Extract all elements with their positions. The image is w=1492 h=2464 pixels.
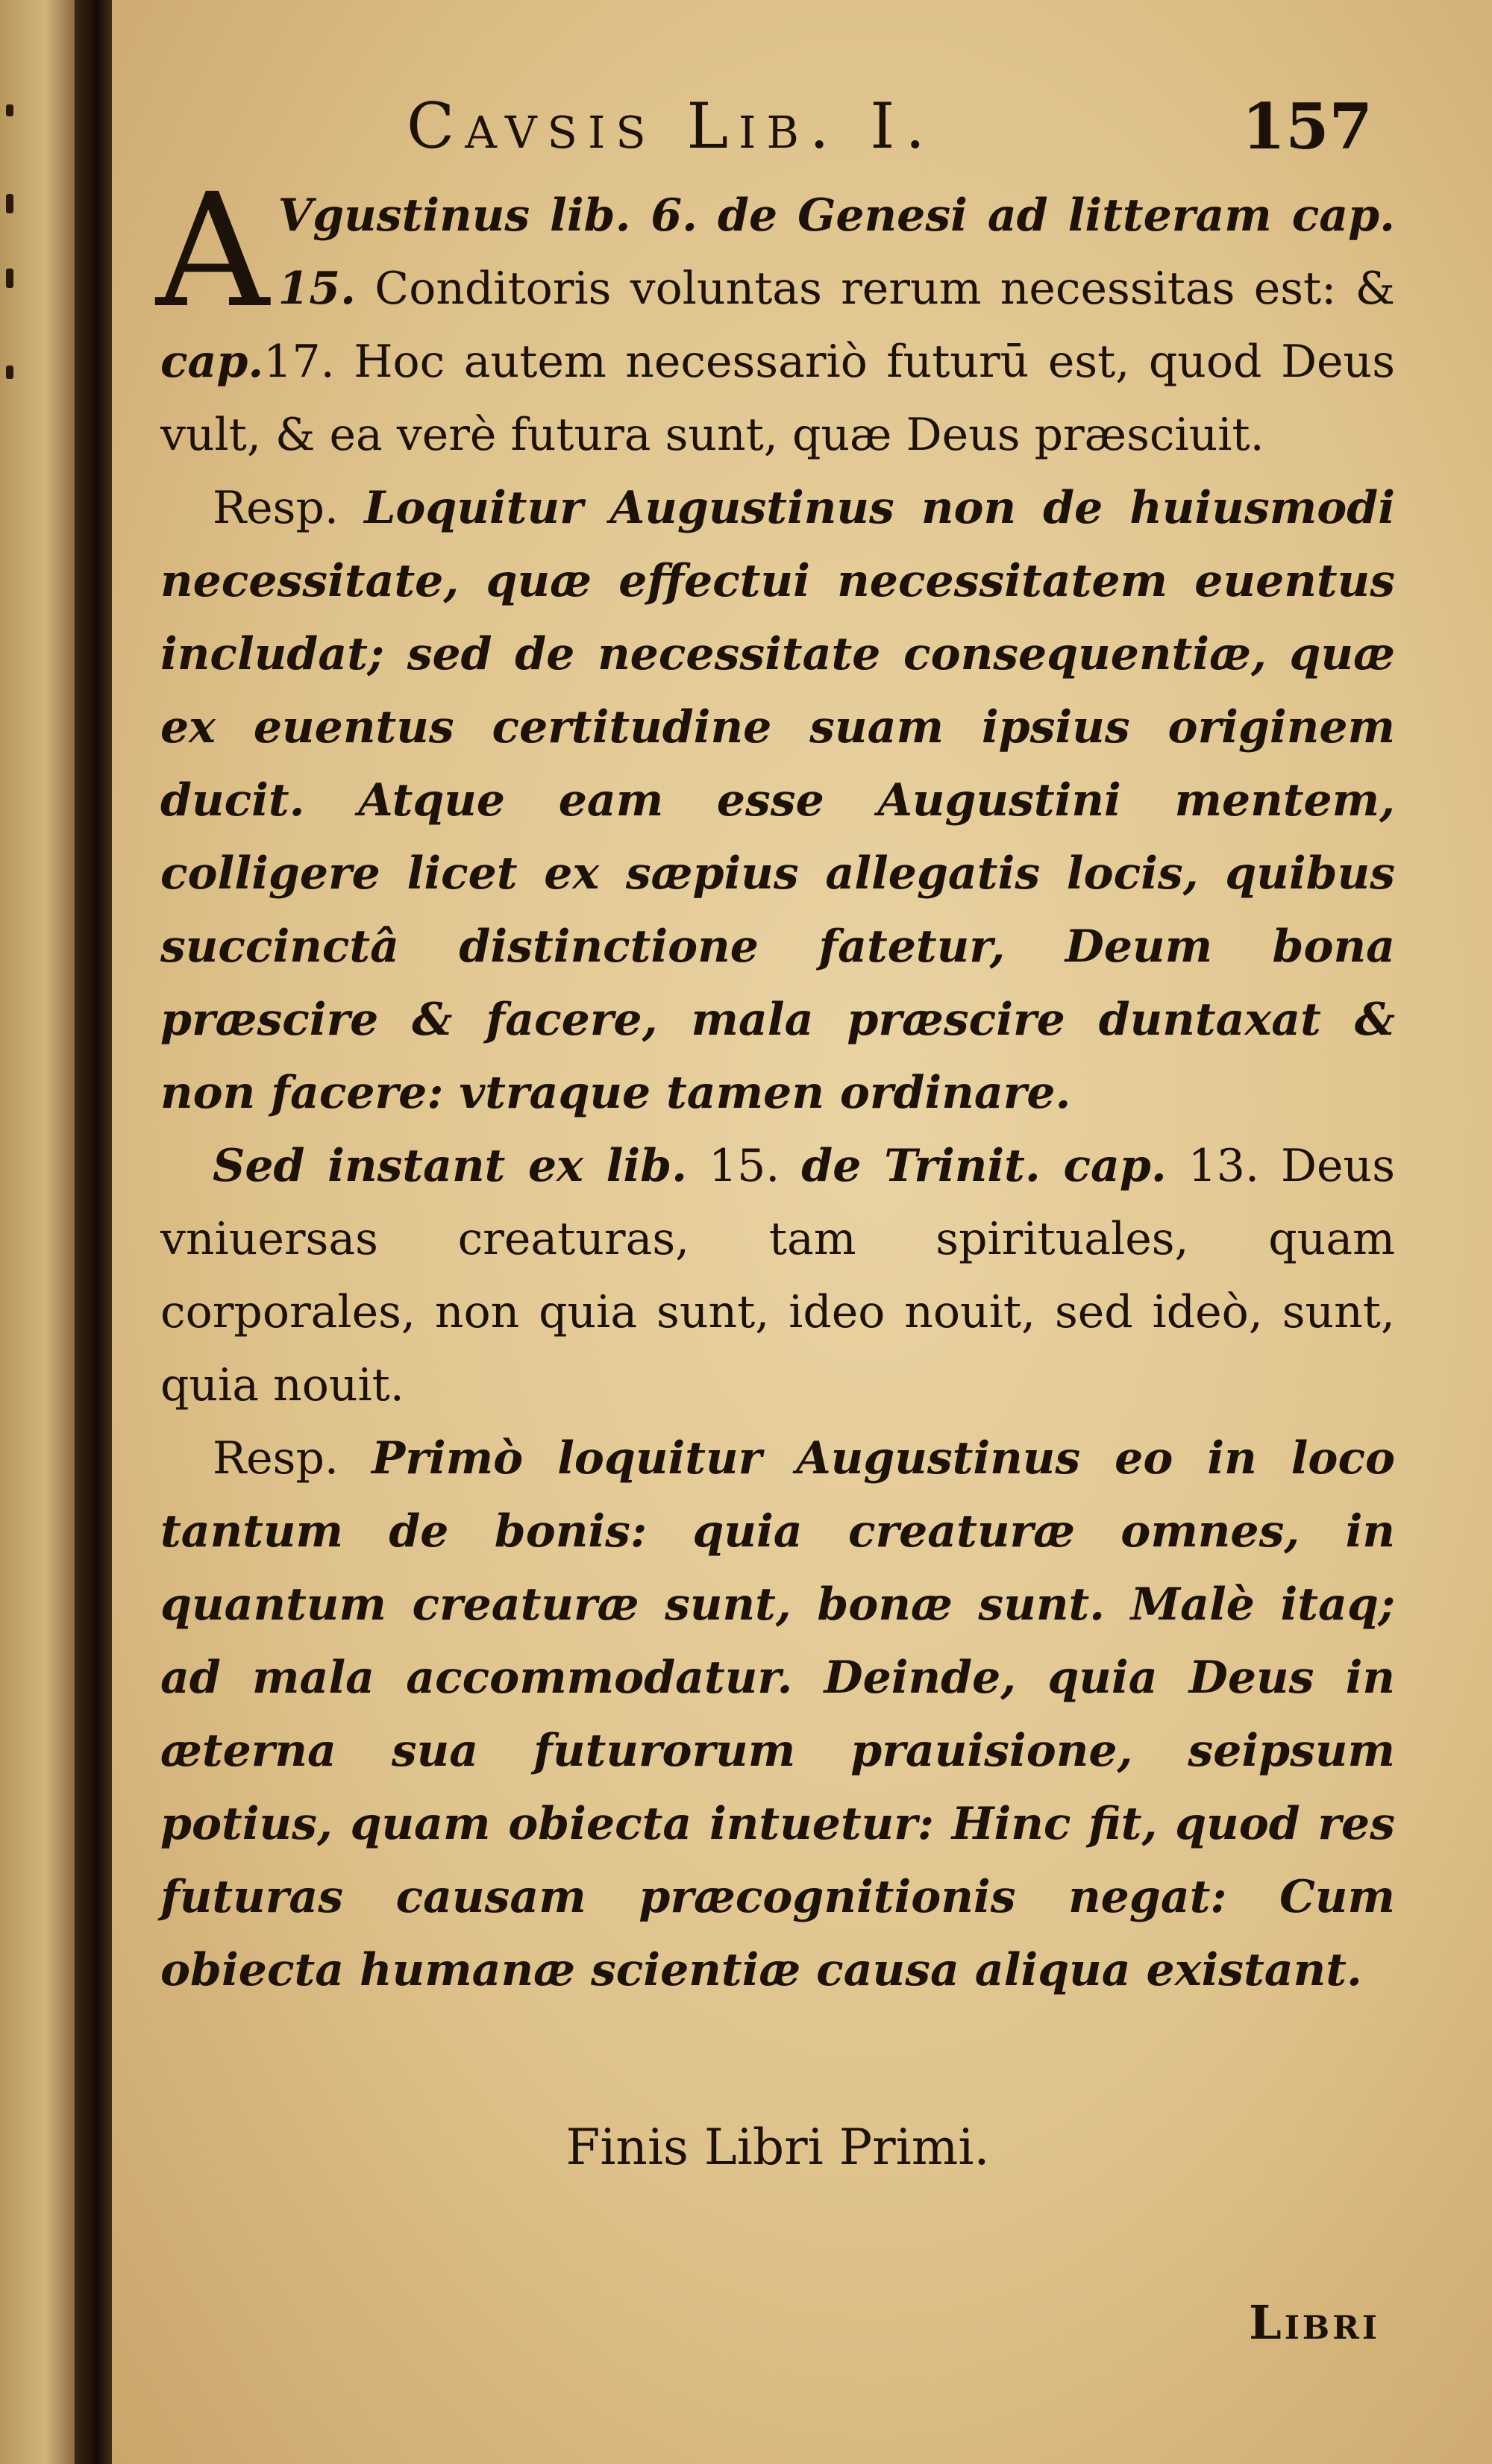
catchword: Libri [1249, 2295, 1380, 2350]
paragraph-2 [160, 471, 1395, 1129]
paragraph-text: Primò loquitur Augustinus eo in loco tantum de bonis: quia creaturæ omnes, in quantum creaturæ sunt, bonæ sunt. Malè itaq; ad mala accommodatur. Deinde, quia Deus in æterna sua futurorum prauisione, seipsum potius, quam obiecta intuetur: Hinc fit, quod res futuras causam præcognitionis negat: Cum obiecta humanæ scientiæ causa aliqua existant. [160, 1432, 1396, 1996]
paragraph-text: Loquitur Augustinus non de huiusmodi necessitate, quæ effectui necessitatem euentus includat; sed de necessitate consequentiæ, quæ ex euentus certitudine suam ipsius originem ducit. Atque eam esse Augustini mentem, colligere licet ex sæpius allegatis locis, quibus succinctâ distinctione fatetur, Deum bona præscire & facere, mala præscire duntaxat & non facere: vtraque tamen ordinare. [160, 482, 1396, 1119]
book-end-title: Finis Libri Primi. [565, 2119, 990, 2176]
page-body [156, 90, 1396, 2424]
objection-text: Sed instant ex lib. [213, 1140, 688, 1192]
citation: de Trinit. cap. [801, 1140, 1167, 1192]
paragraph-3 [160, 1129, 1395, 1422]
main-text [156, 160, 1396, 2184]
paragraph-text: 17. Hoc autem necessariò futurū est, quod Deus vult, & ea verè futura sunt, quæ Deus præsciuit. [160, 336, 1395, 461]
paragraph-4 [160, 1422, 1395, 2007]
paragraph-text: Conditoris voluntas rerum necessitas est: & [356, 263, 1395, 315]
page-number: 157 [1241, 90, 1373, 163]
running-head-title: Cavsis Lib. I. [407, 90, 936, 163]
response-label: Resp. [213, 482, 365, 534]
ink-mark [6, 366, 13, 379]
ink-mark [6, 104, 13, 116]
ink-mark [6, 194, 13, 213]
drop-cap: A [156, 160, 269, 342]
response-label: Resp. [213, 1432, 372, 1485]
citation: cap. [160, 336, 264, 388]
facing-page-edge [0, 0, 82, 2464]
ink-mark [6, 269, 13, 288]
paragraph-text: 15. [687, 1140, 802, 1192]
paragraph-text: 13. Deus vniuersas creaturas, tam spirituales, quam corporales, non quia sunt, ideo nouit, sed ideò, sunt, quia nouit. [160, 1140, 1395, 1411]
paragraph-1 [156, 160, 1395, 471]
running-head [160, 90, 1395, 179]
book-page [112, 0, 1492, 2464]
citation: Vgustinus lib. 6. de Genesi ad litteram cap. 15. [278, 189, 1395, 315]
